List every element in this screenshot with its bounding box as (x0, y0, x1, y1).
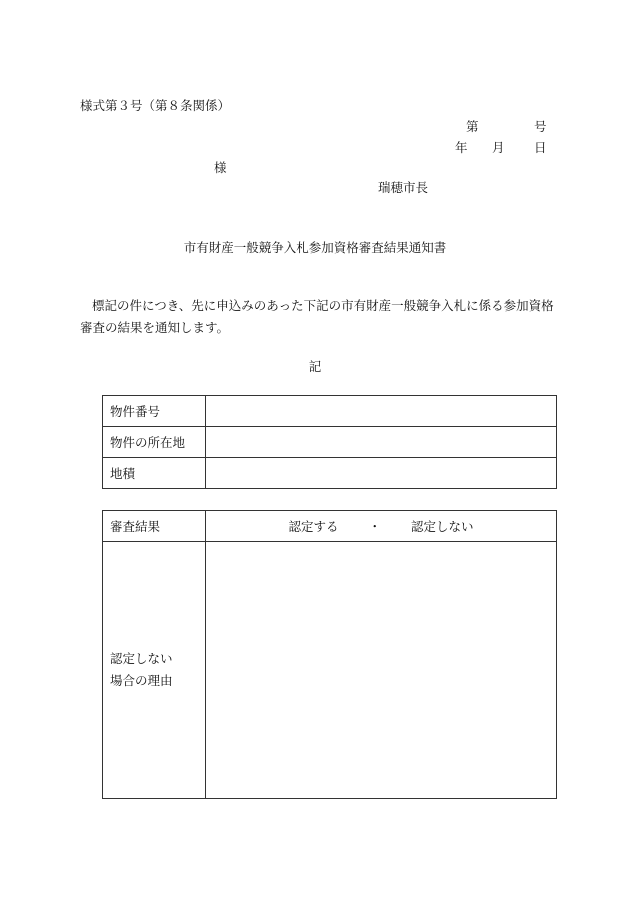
document-title: 市有財産一般競争入札参加資格審査結果通知書 (183, 240, 447, 255)
body-text: 標記の件につき、先に申込みのあった下記の市有財産一般競争入札に係る参加資格審査の結果を通知します。 (80, 298, 554, 335)
issuer: 瑞穂市長 (378, 180, 429, 195)
property-location-label: 物件の所在地 (103, 427, 206, 458)
result-label: 審査結果 (103, 511, 206, 542)
reason-value (206, 542, 557, 799)
property-location-value (206, 427, 557, 458)
document-number-suffix: 号 (534, 119, 547, 134)
option-reject: 認定しない (411, 519, 474, 534)
table-row (103, 427, 557, 458)
table-row (103, 396, 557, 427)
table-row (103, 542, 557, 799)
result-table (102, 510, 557, 799)
date-year: 年 (455, 140, 468, 155)
option-separator: ・ (368, 519, 381, 534)
addressee-suffix: 様 (214, 160, 227, 175)
date-month: 月 (492, 140, 505, 155)
form-number: 様式第３号（第８条関係） (80, 98, 231, 113)
result-options (206, 511, 557, 542)
land-area-value (206, 458, 557, 489)
date-day: 日 (534, 140, 547, 155)
property-number-label: 物件番号 (103, 396, 206, 427)
property-table (102, 395, 557, 489)
table-row (103, 458, 557, 489)
document-number-prefix: 第 (466, 119, 479, 134)
option-approve: 認定する (288, 519, 339, 534)
land-area-label: 地積 (103, 458, 206, 489)
ki-heading: 記 (308, 359, 322, 374)
reason-label (103, 542, 206, 799)
table-row (103, 511, 557, 542)
reason-label-line2: 場合の理由 (110, 673, 173, 688)
reason-label-line1: 認定しない (110, 651, 173, 666)
property-number-value (206, 396, 557, 427)
